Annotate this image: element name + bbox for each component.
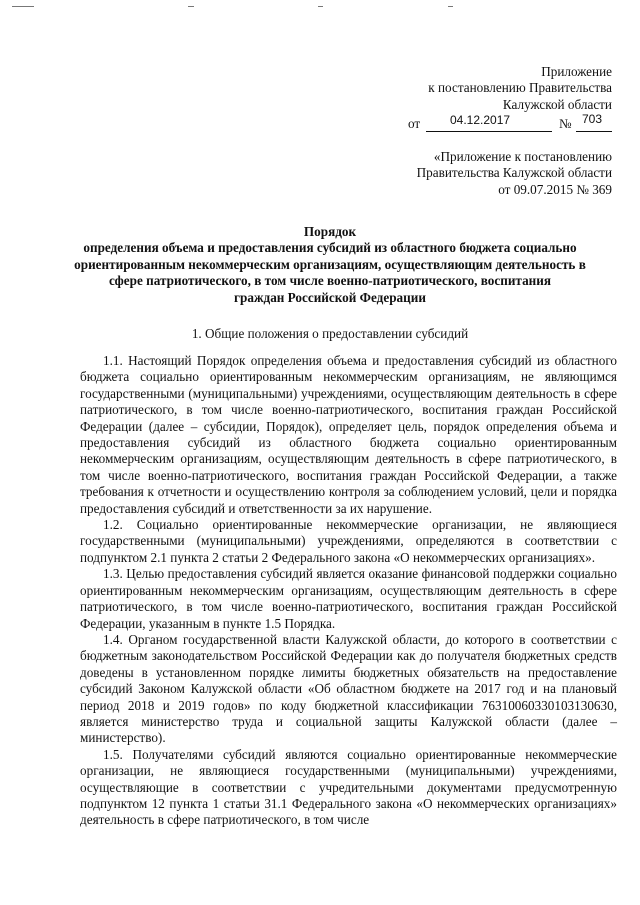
title-line: ориентированным некоммерческим организациям, осуществляющим деятельность в: [74, 256, 586, 272]
scan-artifact: [12, 6, 34, 7]
title-line: определения объема и предоставления субсидий из областного бюджета социально: [83, 240, 577, 256]
scan-artifact: [318, 6, 323, 7]
previous-appendix-header: [417, 149, 612, 198]
appendix-line: Приложение: [541, 64, 612, 79]
paragraph: 1.2. Социально ориентированные некоммерческие организации, не являющиеся государственными (муниципальными) учреждениями, определяются в соответствии с подпунктом 2.1 пункта 2 статьи 2 Федерального закона «О некоммерческих организациях».: [80, 517, 617, 565]
previous-appendix-line: от 09.07.2015 № 369: [498, 181, 612, 197]
paragraph: 1.5. Получателями субсидий являются социально ориентированные некоммерческие организации, не являющиеся государственными (муниципальными) учреждениями, осуществляющие в соответствии с учредительными документами предусмотренную подпунктом 12 пункта 1 статьи 31.1 Федерального закона «О некоммерческих организациях» деятельность в сфере патриотического, в том числе: [80, 746, 617, 828]
scan-artifact: [188, 6, 194, 7]
scan-artifact: [448, 6, 453, 7]
appendix-header: [428, 64, 612, 113]
paragraph: 1.4. Органом государственной власти Калужской области, до которого в соответствии с бюджетным законодательством Российской Федерации как до получателя бюджетных средств доведены в установленном порядке лимиты бюджетных обязательств на предоставление субсидий Законом Калужской области «Об областном бюджете на 2017 год и на плановый период 2018 и 2019 годов» по коду бюджетной классификации 76310060330103130630, является министерство труда и социальной защиты Калужской области (далее – министерство).: [80, 631, 617, 746]
previous-appendix-line: Правительства Калужской области: [416, 165, 612, 181]
date-underline: [426, 131, 552, 132]
paragraph: 1.3. Целью предоставления субсидий является оказание финансовой поддержки социально ориентированным некоммерческим организациям, осуществляющим деятельность в сфере патриотического, в том числе военно-патриотического, воспитания граждан Российской Федерации, указанным в пункте 1.5 Порядка.: [80, 566, 617, 631]
title-line: граждан Российской Федерации: [234, 289, 426, 305]
order-date-number: [408, 110, 612, 130]
number-underline: [576, 131, 612, 132]
document-title: [60, 224, 600, 306]
order-prefix: от: [408, 116, 421, 131]
section-heading: 1. Общие положения о предоставлении субсидий: [191, 326, 469, 341]
order-date: 04.12.2017: [450, 113, 511, 127]
number-sign: №: [559, 116, 572, 131]
title-line: сфере патриотического, в том числе военно-патриотического, воспитания: [109, 273, 551, 289]
appendix-line: Калужской области: [502, 96, 612, 112]
paragraph: 1.1. Настоящий Порядок определения объема и предоставления субсидий из областного бюджета социально ориентированным некоммерческим организациям, не являющимся государственными (муниципальными) учреждениями, осуществляющим деятельность в сфере патриотического, в том числе военно-патриотического, воспитания граждан Российской Федерации (далее – субсидии, Порядок), определяет цель, порядок определения объема и предоставления субсидий из областного бюджета социально ориентированным некоммерческим организациям, осуществляющим деятельность в сфере патриотического, в том числе военно-патриотического, воспитания граждан Российской Федерации, а также требования к отчетности и осуществлению контроля за соблюдением условий, цели и порядка предоставления субсидий и ответственности за их нарушение.: [80, 353, 617, 516]
title-heading: Порядок: [303, 224, 357, 239]
previous-appendix-line: «Приложение к постановлению: [433, 149, 612, 164]
order-number: 703: [582, 112, 603, 126]
document-body: [80, 353, 617, 829]
appendix-line: к постановлению Правительства: [428, 80, 612, 96]
